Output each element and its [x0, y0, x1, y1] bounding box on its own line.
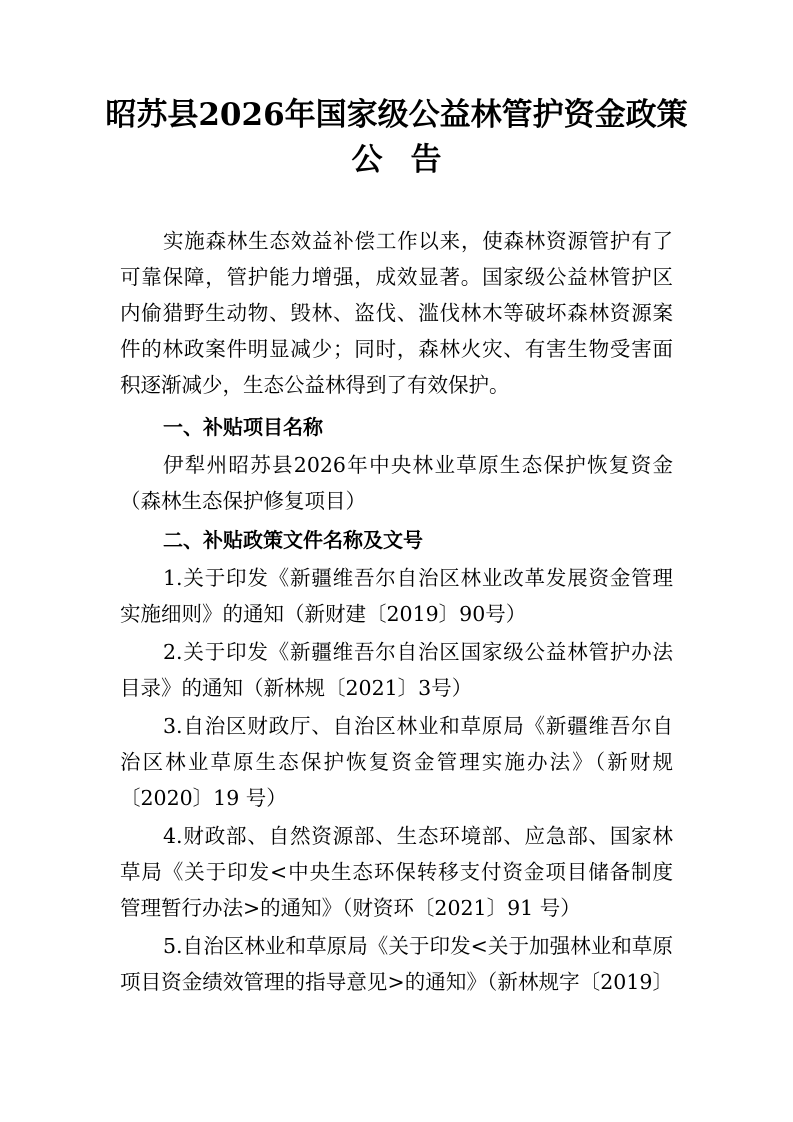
intro-line: 实施森林生态效益补偿工作以来，使森林资源管护有了 — [163, 229, 673, 253]
policy-item-5-line: 项目资金绩效管理的指导意见>的通知》（新林规字〔2019〕 — [120, 970, 673, 994]
policy-item-1-line: 实施细则》的通知（新财建〔2019〕90号） — [120, 602, 527, 626]
intro-line: 内偷猎野生动物、毁林、盗伐、滥伐林木等破坏森林资源案 — [120, 301, 673, 325]
intro-line: 可靠保障，管护能力增强，成效显著。国家级公益林管护区 — [120, 265, 673, 289]
section1-line: 伊犁州昭苏县2026年中央林业草原生态保护恢复资金 — [163, 453, 673, 477]
policy-item-2-line: 目录》的通知（新林规〔2021〕3号） — [120, 676, 473, 700]
section-heading-2: 二、补贴政策文件名称及文号 — [163, 528, 423, 552]
document-title-line-1: 昭苏县2026年国家级公益林管护资金政策 — [105, 97, 688, 133]
policy-item-3-line: 3.自治区财政厅、自治区林业和草原局《新疆维吾尔自 — [163, 714, 673, 738]
policy-item-2-line: 2.关于印发《新疆维吾尔自治区国家级公益林管护办法 — [163, 640, 673, 664]
intro-line: 积逐渐减少，生态公益林得到了有效保护。 — [120, 373, 510, 397]
section1-line: （森林生态保护修复项目） — [120, 489, 366, 513]
policy-item-4-line: 4.财政部、自然资源部、生态环境部、应急部、国家林 — [163, 824, 673, 848]
policy-item-3-line: 〔2020〕19 号） — [120, 786, 287, 810]
intro-line: 件的林政案件明显减少；同时，森林火灾、有害生物受害面 — [120, 337, 673, 361]
policy-item-5-line: 5.自治区林业和草原局《关于印发<关于加强林业和草原 — [163, 934, 673, 958]
section-heading-1: 一、补贴项目名称 — [163, 415, 323, 439]
document-title-line-2: 公告 — [351, 142, 470, 178]
policy-item-1-line: 1.关于印发《新疆维吾尔自治区林业改革发展资金管理 — [163, 566, 673, 590]
policy-item-4-line: 管理暂行办法>的通知》（财资环〔2021〕91 号） — [120, 896, 581, 920]
policy-item-3-line: 治区林业草原生态保护恢复资金管理实施办法》（新财规 — [120, 750, 673, 774]
policy-item-4-line: 草局《关于印发<中央生态环保转移支付资金项目储备制度 — [120, 860, 673, 884]
